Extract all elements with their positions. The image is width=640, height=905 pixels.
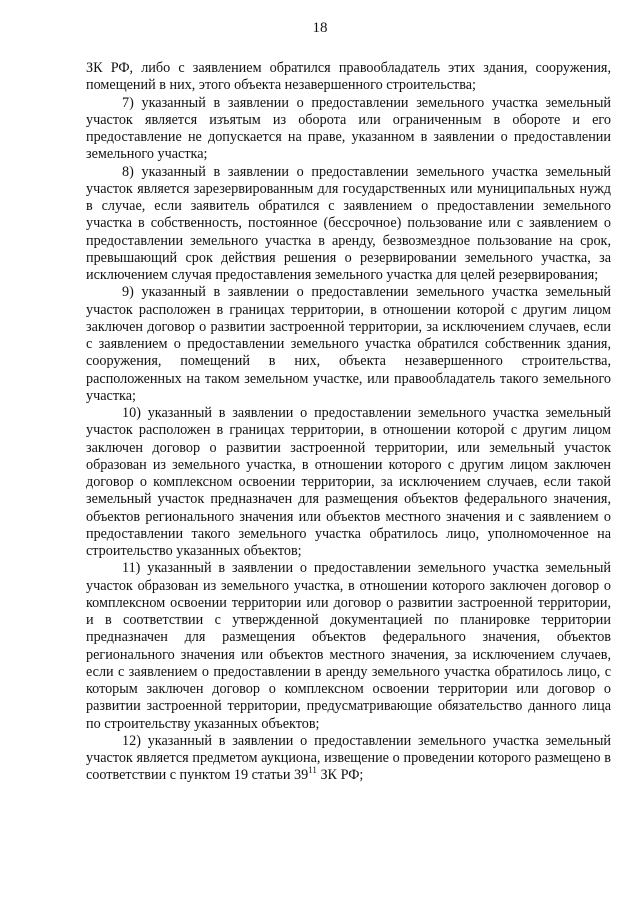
- paragraph-item-12: [86, 733, 611, 785]
- page-number: 18: [312, 20, 328, 36]
- document-body: [86, 60, 611, 785]
- paragraph-item-12-text: 12) указанный в заявлении о предоставлении земельного участка земельный участок является предметом аукциона, извещение о проведении которого размещено в соответствии с пунктом 19 статьи 39: [86, 732, 611, 784]
- paragraph-item-9: 9) указанный в заявлении о предоставлении земельного участка земельный участок расположен в границах территории, в отношении которой с другим лицом заключен договор о развитии застроенной территории, за исключением случаев, если с заявлением о предоставлении земельного участка обратился собственник здания, сооружения, помещений в них, объекта незавершенного строительства, расположенных на таком земельном участке, или правообладатель такого земельного участка;: [86, 284, 611, 404]
- paragraph-item-12-tail: ЗК РФ;: [316, 767, 364, 784]
- paragraph-item-11: 11) указанный в заявлении о предоставлении земельного участка земельный участок образован из земельного участка, в отношении которого заключен договор о комплексном освоении территории или договор о развитии застроенной территории, и в соответствии с утвержденной документацией по планировке территории предназначен для размещения объектов федерального значения, объектов регионального значения или объектов местного значения, за исключением случаев, если с заявлением о предоставлении в аренду земельного участка обратилось лицо, с которым заключен договор о комплексном освоении территории или договор о развитии застроенной территории, предусматривающие обязательство данного лица по строительству указанных объектов;: [86, 560, 611, 732]
- paragraph-item-8: 8) указанный в заявлении о предоставлении земельного участка земельный участок является зарезервированным для государственных или муниципальных нужд в случае, если заявитель обратился с заявлением о предоставлении земельного участка в собственность, постоянное (бессрочное) пользование или с заявлением о предоставлении земельного участка в аренду, безвозмездное пользование на срок, превышающий срок действия решения о резервировании земельного участка, за исключением случая предоставления земельного участка для целей резервирования;: [86, 163, 611, 283]
- paragraph-item-7: 7) указанный в заявлении о предоставлении земельного участка земельный участок является изъятым из оборота или ограниченным в обороте и его предоставление не допускается на праве, указанном в заявлении о предоставлении земельного участка;: [86, 94, 611, 163]
- article-superscript: 11: [308, 765, 317, 776]
- paragraph-continuation: ЗК РФ, либо с заявлением обратился правообладатель этих здания, сооружения, помещений в них, этого объекта незавершенного строительства;: [86, 60, 611, 94]
- paragraph-item-10: 10) указанный в заявлении о предоставлении земельного участка земельный участок расположен в границах территории, в отношении которой с другим лицом заключен договор о развитии застроенной территории, или земельный участок образован из земельного участка, в отношении которого с другим лицом заключен договор о комплексном освоении территории, за исключением случаев, если такой земельный участок предназначен для размещения объектов федерального значения, объектов регионального значения или объектов местного значения и с заявлением о предоставлении такого земельного участка обратилось лицо, уполномоченное на строительство указанных объектов;: [86, 405, 611, 559]
